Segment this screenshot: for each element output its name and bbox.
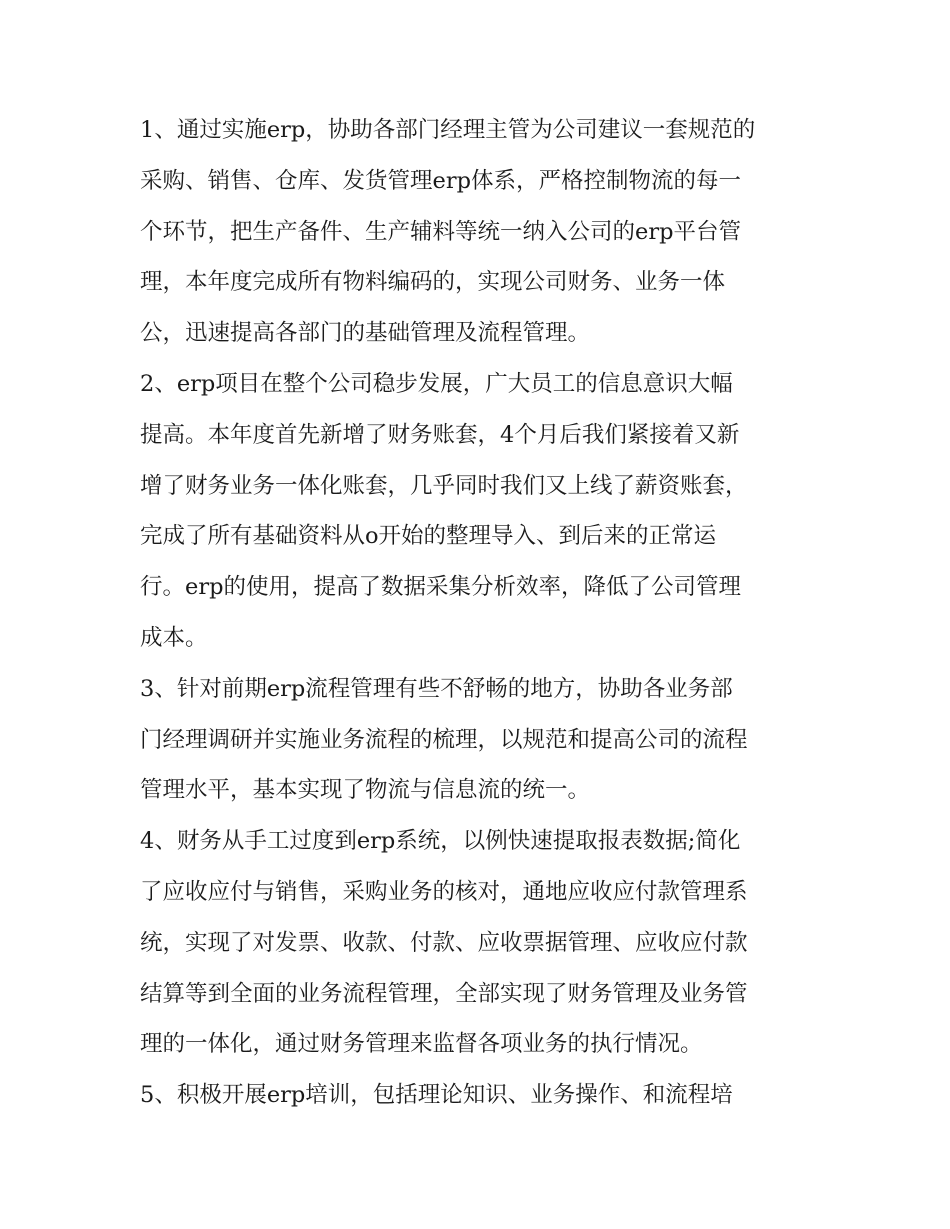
text-line-2: 采购、销售、仓库、发货管理erp体系，严格控制物流的每一 — [140, 167, 741, 194]
text-line-14: 管理水平，基本实现了物流与信息流的统一。 — [140, 777, 591, 804]
text-line-16: 了应收应付与销售，采购业务的核对，通地应收应付款管理系 — [140, 878, 748, 905]
text-line-10: 行。erp的使用，提高了数据采集分析效率，降低了公司管理 — [140, 574, 741, 601]
text-line-13: 门经理调研并实施业务流程的梳理，以规范和提高公司的流程 — [140, 726, 748, 753]
text-line-12: 3、针对前期erp流程管理有些不舒畅的地方，协助各业务部 — [140, 675, 733, 702]
text-line-3: 个环节，把生产备件、生产辅料等统一纳入公司的erp平台管 — [140, 218, 741, 245]
text-line-4: 理，本年度完成所有物料编码的，实现公司财务、业务一体 — [140, 269, 726, 296]
text-line-15: 4、财务从手工过度到erp系统，以例快速提取报表数据;简化 — [140, 828, 741, 855]
text-line-8: 增了财务业务一体化账套，几乎同时我们又上线了薪资账套， — [140, 472, 748, 499]
text-line-6: 2、erp项目在整个公司稳步发展，广大员工的信息意识大幅 — [140, 370, 733, 397]
text-line-1: 1、通过实施erp，协助各部门经理主管为公司建议一套规范的 — [140, 117, 756, 143]
text-line-17: 统，实现了对发票、收款、付款、应收票据管理、应收应付款 — [140, 929, 748, 956]
text-line-20: 5、积极开展erp培训，包括理论知识、业务操作、和流程培 — [140, 1082, 733, 1109]
document-body — [140, 105, 812, 1121]
text-line-9: 完成了所有基础资料从o开始的整理导入、到后来的正常运 — [140, 523, 717, 550]
text-line-5: 公，迅速提高各部门的基础管理及流程管理。 — [140, 320, 591, 347]
text-line-18: 结算等到全面的业务流程管理，全部实现了财务管理及业务管 — [140, 980, 748, 1007]
text-line-11: 成本。 — [140, 624, 208, 651]
text-line-7: 提高。本年度首先新增了财务账套，4个月后我们紧接着又新 — [140, 421, 740, 448]
text-line-19: 理的一体化，通过财务管理来监督各项业务的执行情况。 — [140, 1031, 703, 1058]
